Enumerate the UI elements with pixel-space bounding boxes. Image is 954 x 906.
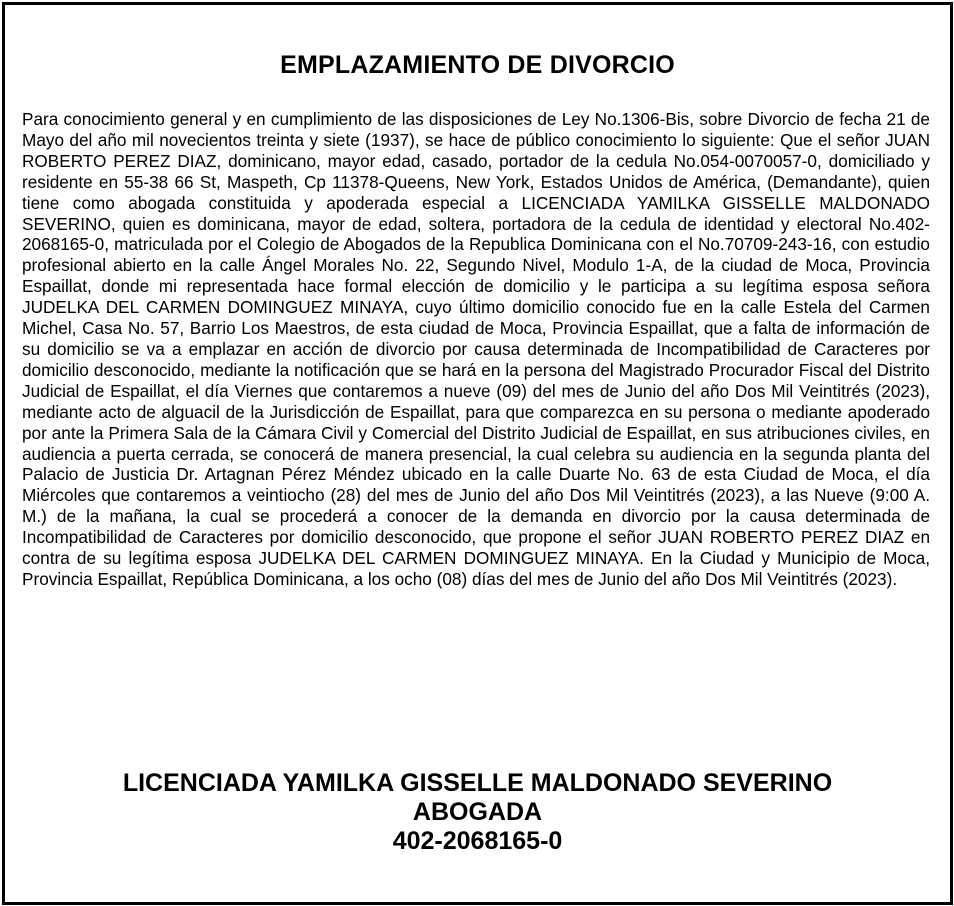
notice-body: Para conocimiento general y en cumplimiento de las disposiciones de Ley No.1306-Bis, sobre Divorcio de fecha 21 de Mayo del año mil novecientos treinta y siete (1937), se hace de público conocimiento lo siguiente: Que el señor JUAN ROBERTO PEREZ DIAZ, dominicano, mayor edad, casado, portador de la cedula No.054-0070057-0, domiciliado y residente en 55-38 66 St, Maspeth, Cp 11378-Queens, New York, Estados Unidos de América, (Demandante), quien tiene como abogada constituida y apoderada especial a LICENCIADA YAMILKA GISSELLE MALDONADO SEVERINO, quien es dominicana, mayor de edad, soltera, portadora de la cedula de identidad y electoral No.402-2068165-0, matriculada por el Colegio de Abogados de la Republica Dominicana con el No.70709-243-16, con estudio profesional abierto en la calle Ángel Morales No. 22, Segundo Nivel, Modulo 1-A, de la ciudad de Moca, Provincia Espaillat, donde mi representada hace formal elección de domicilio y le participa a su legítima esposa señora JUDELKA DEL CARMEN DOMINGUEZ MINAYA, cuyo último domicilio conocido fue en la calle Estela del Carmen Michel, Casa No. 57, Barrio Los Maestros, de esta ciudad de Moca, Provincia Espaillat, que a falta de información de su domicilio se va a emplazar en acción de divorcio por causa determinada de Incompatibilidad de Caracteres por domicilio desconocido, mediante la notificación que se hará en la persona del Magistrado Procurador Fiscal del Distrito Judicial de Espaillat, el día Viernes que contaremos a nueve (09) del mes de Junio del año Dos Mil Veintitrés (2023), mediante acto de alguacil de la Jurisdicción de Espaillat, para que comparezca en su persona o mediante apoderado por ante la Primera Sala de la Cámara Civil y Comercial del Distrito Judicial de Espaillat, en sus atribuciones civiles, en audiencia a puerta cerrada, se conocerá de manera presencial, la cual celebra su audiencia en la segunda planta del Palacio de Justicia Dr. Artagnan Pérez Méndez ubicado en la calle Duarte No. 63 de esta Ciudad de Moca, el día Miércoles que contaremos a veintiocho (28) del mes de Junio del año Dos Mil Veintitrés (2023), a las Nueve (9:00 A. M.) de la mañana, la cual se procederá a conocer de la demanda en divorcio por la causa determinada de Incompatibilidad de Caracteres por domicilio desconocido, que propone el señor JUAN ROBERTO PEREZ DIAZ en contra de su legítima esposa JUDELKA DEL CARMEN DOMINGUEZ MINAYA. En la Ciudad y Municipio de Moca, Provincia Espaillat, República Dominicana, a los ocho (08) días del mes de Junio del año Dos Mil Veintitrés (2023). [22,109,930,589]
signature-id-number: 402-2068165-0 [392,827,563,855]
notice-title: EMPLAZAMIENTO DE DIVORCIO [280,51,675,79]
notice-frame [2,2,953,905]
signature-name: LICENCIADA YAMILKA GISSELLE MALDONADO SEVERINO [122,769,833,797]
signature-block [5,769,950,856]
signature-role: ABOGADA [412,798,543,826]
